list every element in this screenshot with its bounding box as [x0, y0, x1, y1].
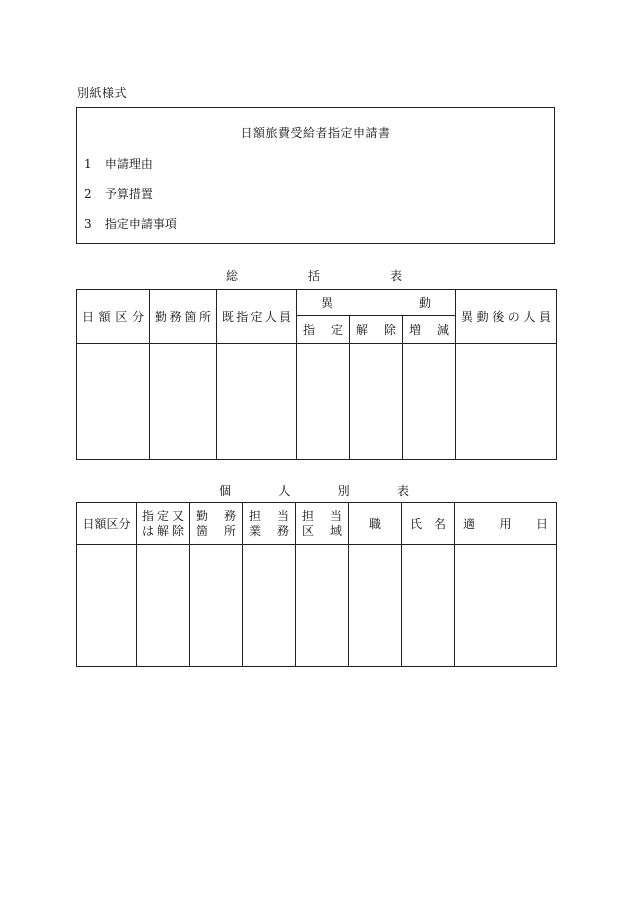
item-label: 予算措置	[104, 187, 153, 201]
table-cell	[217, 344, 297, 460]
header-existing-designees	[217, 290, 297, 344]
table-cell	[77, 344, 150, 460]
individual-table-row	[77, 545, 557, 667]
header-char: 人	[264, 310, 277, 324]
header-position: 職	[349, 503, 402, 545]
header-char: 解	[156, 523, 169, 538]
table-cell	[243, 545, 296, 667]
header-char: 箇	[184, 310, 197, 324]
form-label: 別紙様式	[77, 86, 128, 100]
header-char: 務	[276, 523, 289, 538]
header-effective-date	[455, 503, 557, 545]
header-char: 後	[492, 310, 505, 324]
header-char: 指	[142, 508, 155, 523]
header-char: 区	[302, 523, 315, 538]
table-cell	[455, 545, 557, 667]
table-cell	[77, 545, 137, 667]
header-char: 除	[383, 323, 396, 337]
header-char: 額	[98, 310, 111, 324]
header-post-change-staff	[456, 290, 557, 344]
header-char: 既	[222, 310, 235, 324]
table-cell	[297, 344, 350, 460]
header-char: 箇	[196, 523, 209, 538]
table-cell	[456, 344, 557, 460]
header-char: 除	[171, 523, 184, 538]
item-number: 3	[84, 217, 92, 231]
table-cell	[403, 344, 456, 460]
header-char: 定	[330, 323, 343, 337]
header-char: 区	[115, 310, 128, 324]
header-char: 用	[499, 517, 512, 531]
header-char: 業	[249, 523, 262, 538]
header-char: 勤	[155, 310, 168, 324]
header-release	[350, 316, 403, 344]
header-char: 解	[356, 323, 369, 337]
table-cell	[190, 545, 243, 667]
header-char: 動	[476, 310, 489, 324]
header-change-group: 異 動	[297, 290, 456, 316]
header-area	[296, 503, 349, 545]
header-increase-decrease	[403, 316, 456, 344]
header-designation-release	[137, 503, 190, 545]
header-char: 勤	[196, 508, 209, 523]
header-char: 人	[523, 310, 536, 324]
header-designation	[297, 316, 350, 344]
header-char: 定	[250, 310, 263, 324]
individual-table-title: 個 人 別 表	[219, 484, 409, 498]
header-char: 増	[409, 323, 422, 337]
item-number: 2	[84, 187, 92, 201]
header-char: 員	[278, 310, 291, 324]
table-cell	[137, 545, 190, 667]
application-title: 日額旅費受給者指定申請書	[240, 126, 391, 140]
summary-table-row	[77, 344, 557, 460]
header-char: 異	[461, 310, 474, 324]
header-char: は	[142, 523, 155, 538]
header-char: 減	[436, 323, 449, 337]
header-char: 当	[276, 508, 289, 523]
header-char: 名	[433, 517, 446, 531]
header-daily-category	[77, 290, 150, 344]
header-char: 又	[171, 508, 184, 523]
header-workplace	[190, 503, 243, 545]
header-char: 日	[82, 310, 95, 324]
item-label: 指定申請事項	[104, 217, 177, 231]
header-daily-category: 日額区分	[77, 503, 137, 545]
application-box	[76, 107, 555, 244]
header-char: 当	[329, 508, 342, 523]
individual-table	[76, 502, 557, 667]
table-cell	[350, 344, 403, 460]
header-workplace	[150, 290, 217, 344]
header-char: 担	[249, 508, 262, 523]
header-char: 所	[223, 523, 236, 538]
item-number: 1	[84, 157, 92, 171]
header-char: 域	[329, 523, 342, 538]
header-char: 指	[303, 323, 316, 337]
header-char: 員	[538, 310, 551, 324]
table-cell	[402, 545, 455, 667]
summary-table	[76, 289, 557, 460]
application-item-matters	[84, 215, 177, 232]
header-char: 日	[535, 517, 548, 531]
summary-table-title: 総 括 表	[226, 269, 402, 283]
header-char: 適	[463, 517, 476, 531]
application-item-budget	[84, 185, 153, 202]
item-label: 申請理由	[104, 157, 153, 171]
header-char: 務	[223, 508, 236, 523]
table-cell	[150, 344, 217, 460]
header-char: 氏	[410, 517, 423, 531]
header-char: 指	[236, 310, 249, 324]
header-char: 定	[156, 508, 169, 523]
header-char: 分	[131, 310, 144, 324]
header-char: の	[507, 310, 520, 324]
table-cell	[296, 545, 349, 667]
application-item-reason	[84, 155, 153, 172]
header-char: 務	[169, 310, 182, 324]
header-char: 所	[198, 310, 211, 324]
table-cell	[349, 545, 402, 667]
header-name	[402, 503, 455, 545]
header-duty	[243, 503, 296, 545]
header-char: 担	[302, 508, 315, 523]
